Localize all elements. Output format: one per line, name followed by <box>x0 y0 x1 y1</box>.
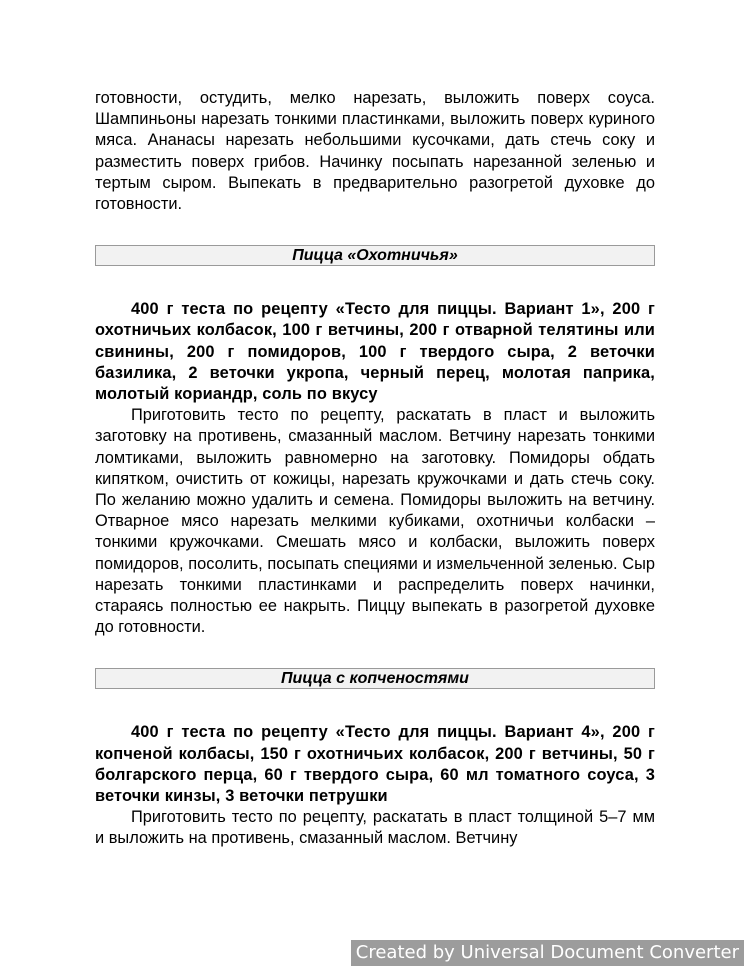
intro-paragraph: готовности, остудить, мелко нарезать, выложить поверх соуса. Шампиньоны нарезать тонкими пластинками, выложить поверх куриного мяса. Ананасы нарезать небольшими кусочками, дать стечь соку и разместить поверх грибов. Начинку посыпать нарезанной зеленью и тертым сыром. Выпекать в предварительно разогретой духовке до готовности. <box>95 89 655 214</box>
recipe-title: Пицца «Охотничья» <box>95 245 655 266</box>
recipe-ingredients: 400 г теста по рецепту «Тесто для пиццы. Вариант 1», 200 г охотничьих колбасок, 100 г ветчины, 200 г отварной телятины или свинины, 200 г помидоров, 100 г твердого сыра, 2 веточки базилика, 2 веточки укропа, черный перец, молотая паприка, молотый кориандр, соль по вкусу <box>95 300 655 404</box>
recipe-method: Приготовить тесто по рецепту, раскатать в пласт и выложить заготовку на противень, смазанный маслом. Ветчину нарезать тонкими ломтиками, выложить равномерно на заготовку. Помидоры обдать кипятком, очистить от кожицы, нарезать кружочками и дать стечь соку. По желанию можно удалить и семена. Помидоры выложить на ветчину. Отварное мясо нарезать мелкими кубиками, охотничьи колбаски – тонкими кружочками. Смешать мясо и колбаски, выложить поверх помидоров, посолить, посыпать специями и измельченной зеленью. Сыр нарезать тонкими пластинками и распределить поверх начинки, стараясь полностью ее накрыть. Пиццу выпекать в разогретой духовке до готовности. <box>95 406 655 637</box>
converter-watermark: Created by Universal Document Converter <box>351 940 744 966</box>
recipe-kopchenosti <box>95 668 655 849</box>
recipe-ingredients: 400 г теста по рецепту «Тесто для пиццы. Вариант 4», 200 г копченой колбасы, 150 г охотничьих колбасок, 200 г ветчины, 50 г болгарского перца, 60 г твердого сыра, 60 мл томатного соуса, 3 веточки кинзы, 3 веточки петрушки <box>95 723 655 806</box>
spacer <box>95 638 655 668</box>
document-page <box>95 88 655 850</box>
spacer <box>95 689 655 722</box>
spacer <box>95 215 655 245</box>
spacer <box>95 266 655 299</box>
recipe-okhotnichya <box>95 245 655 638</box>
recipe-method: Приготовить тесто по рецепту, раскатать в пласт толщиной 5–7 мм и выложить на противень, смазанный маслом. Ветчину <box>95 808 655 848</box>
recipe-title: Пицца с копченостями <box>95 668 655 689</box>
